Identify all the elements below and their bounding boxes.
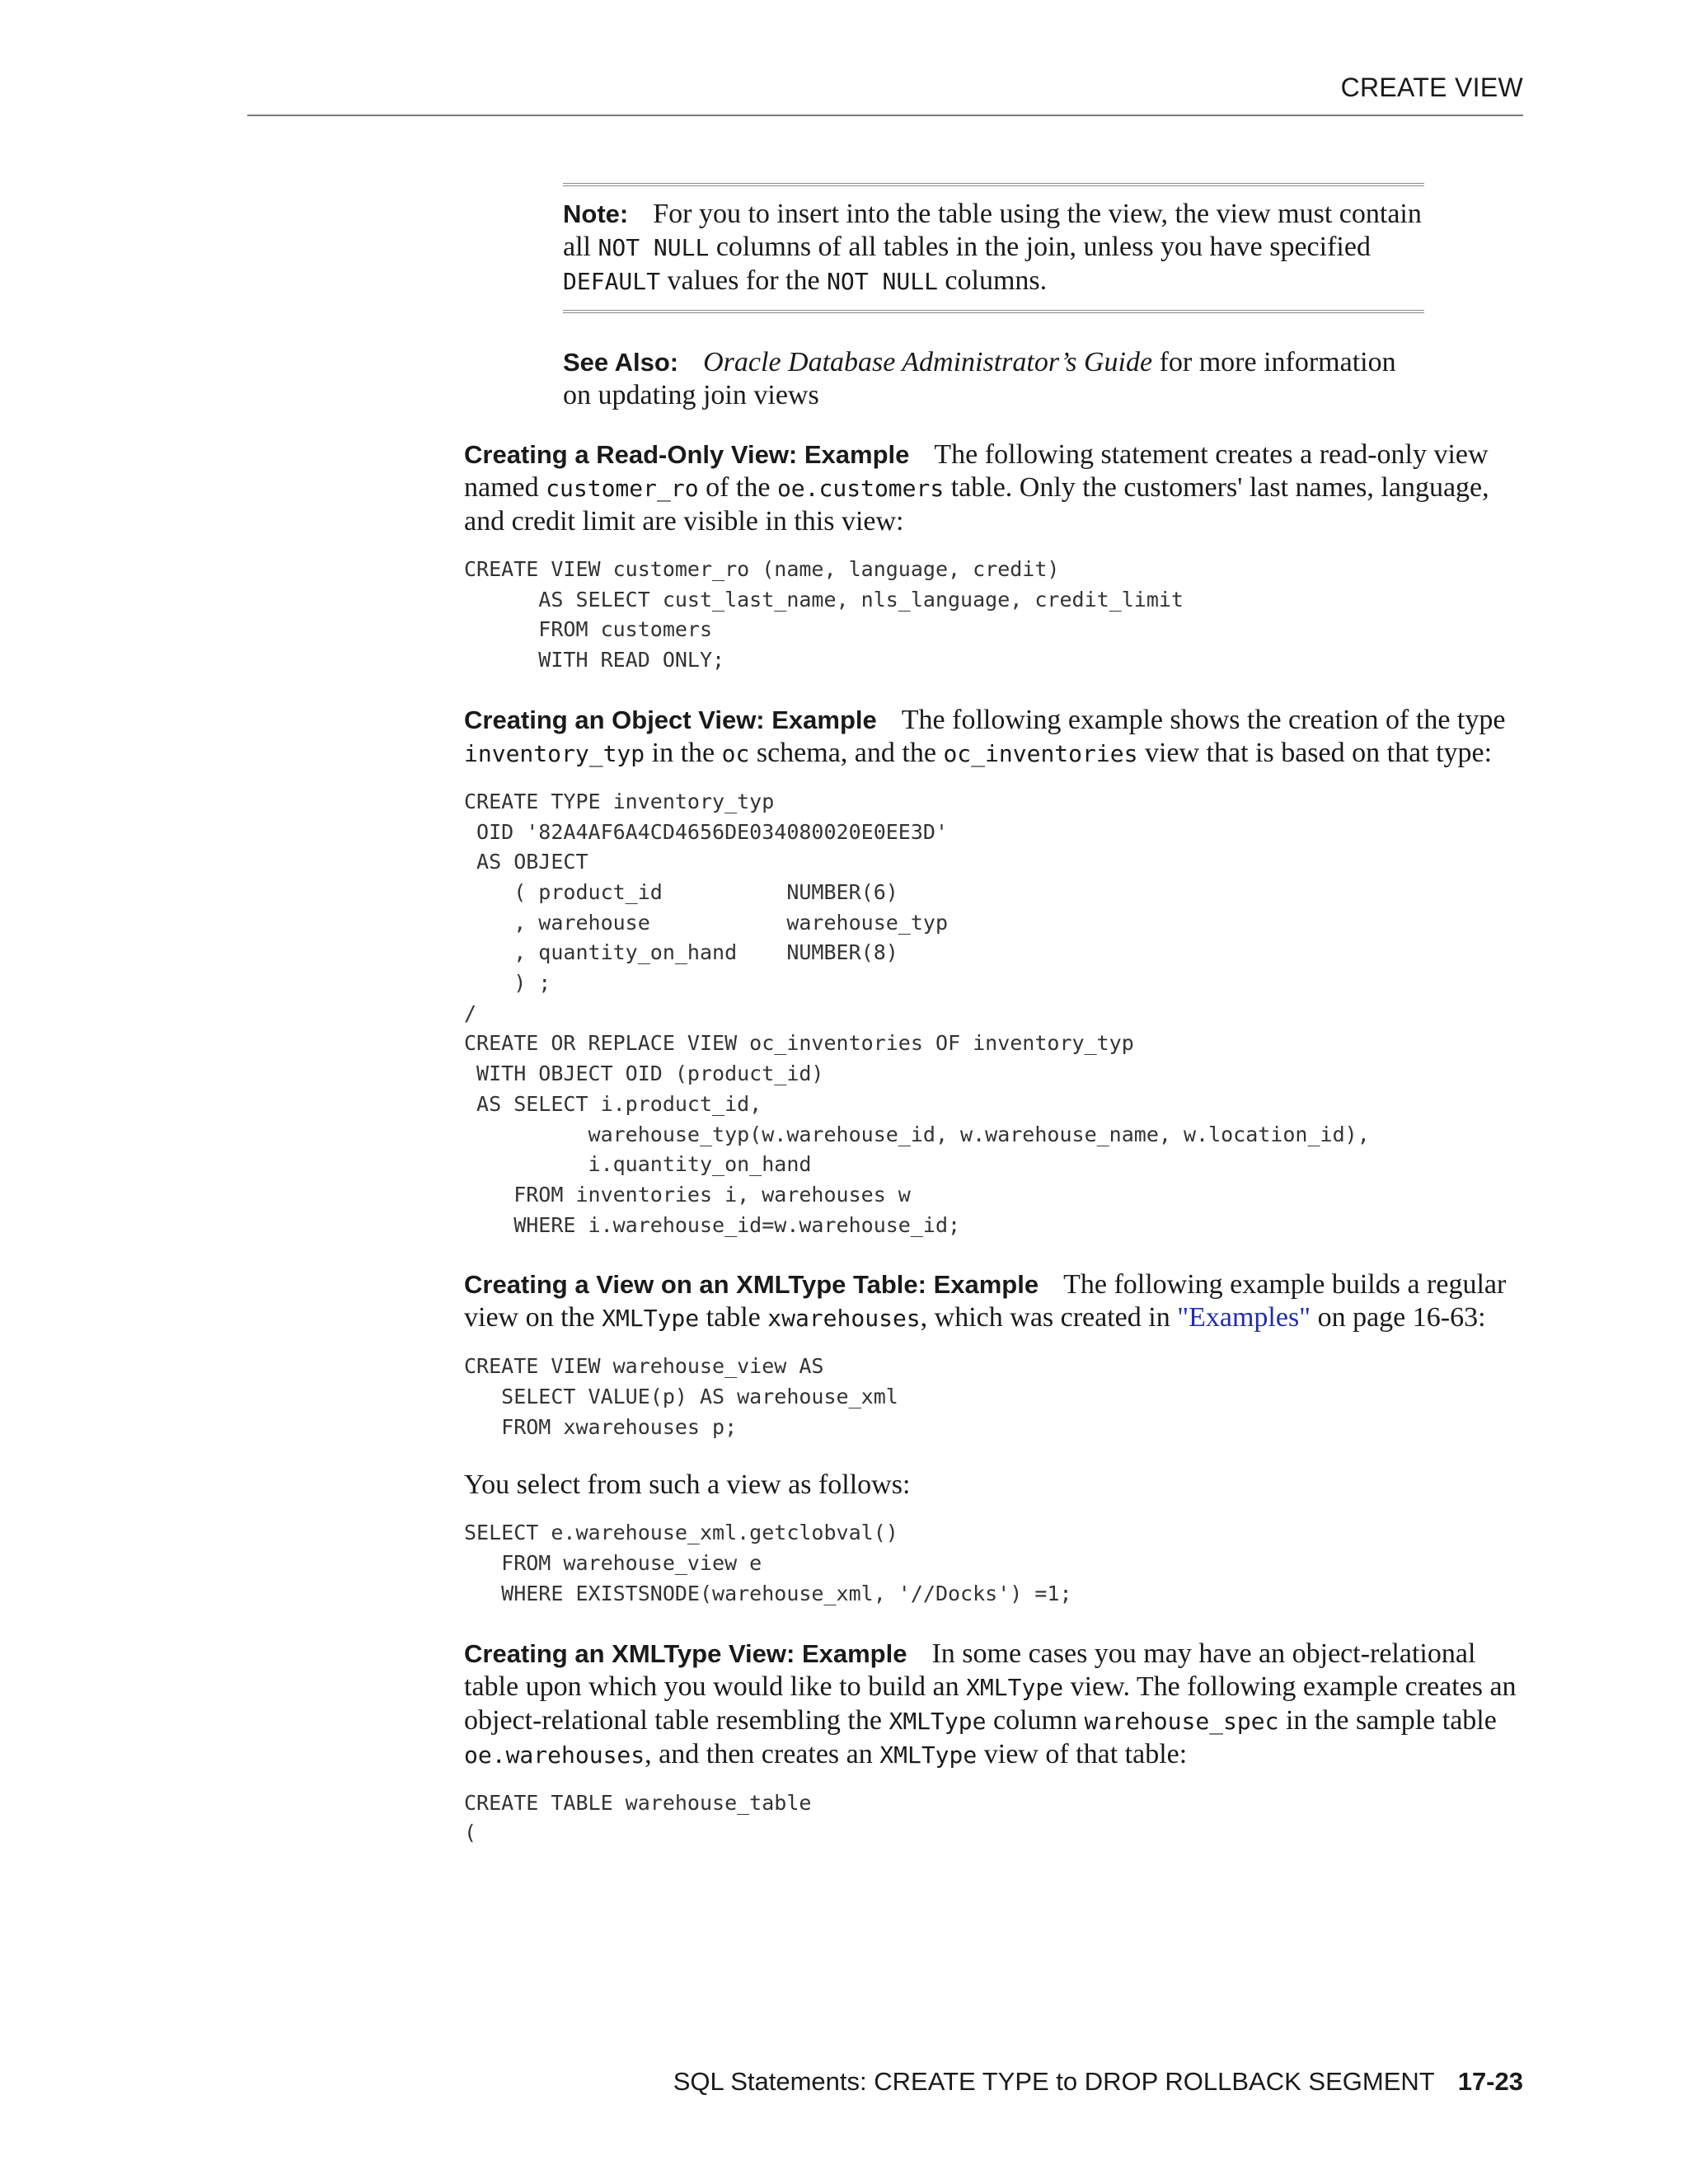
section-heading-xmltype-view: Creating an XMLType View: Example [464,1638,907,1668]
see-also-text: See Also: Oracle Database Administrator’s Guide for more information on updating join views [563,347,1396,410]
see-also-label: See Also: [563,348,679,377]
select-intro-text: You select from such a view as follows: [464,1469,911,1501]
code-block-readonly: CREATE VIEW customer_ro (name, language, credit) AS SELECT cust_last_name, nls_language, credit_limit FROM customers WITH READ ONLY; [464,557,1184,673]
header-rule [247,115,1523,116]
note-box [563,183,1424,313]
code-block-object-view: CREATE TYPE inventory_typ OID '82A4AF6A4CD4656DE034080020E0EE3D' AS OBJECT ( product_id NUMBER(6) , warehouse warehouse_typ , quantity_on_hand NUMBER(8) ) ; / CREATE OR REPLACE VIEW oc_inventories OF inventory_typ WITH OBJECT OID (product_id) AS SELECT i.product_id, warehouse_typ(w.warehouse_id, w.warehouse_name, w.location_id), i.quantity_on_hand FROM inventories i, warehouses w WHERE i.warehouse_id=w.warehouse_id; [464,789,1370,1237]
section-heading-object-view: Creating an Object View: Example [464,705,877,734]
section-readonly-intro: Creating a Read-Only View: Example The following statement creates a read-only view named customer_ro of the oe.customers table. Only the customers' last names, language, and credit limit are visible in this view: [464,439,1489,537]
code-block-xmltype-view-create: CREATE VIEW warehouse_view AS SELECT VALUE(p) AS warehouse_xml FROM xwarehouses p; [464,1354,898,1439]
footer-book-title: SQL Statements: CREATE TYPE to DROP ROLLBACK SEGMENT [673,2067,1435,2096]
section-xmltype-view-intro: Creating an XMLType View: Example In some cases you may have an object-relational table upon which you would like to build an XMLType view. The following example creates an object-relational table resembling the XMLType column warehouse_spec in the sample table oe.warehouses, and then creates an XMLType view of that table: [464,1638,1517,1769]
note-label: Note: [563,199,629,228]
see-also-book-title: Oracle Database Administrator’s Guide [703,347,1153,377]
page-footer [673,2067,1523,2097]
page-number: 17-23 [1457,2067,1523,2096]
main-content [464,183,1527,1849]
examples-link[interactable]: "Examples" [1177,1302,1311,1333]
section-xmltype-table-intro: Creating a View on an XMLType Table: Example The following example builds a regular view on the XMLType table xwarehouses, which was created in "Examples" on page 16-63: [464,1269,1507,1333]
code-block-create-table: CREATE TABLE warehouse_table ( [464,1790,812,1845]
note-text: Note: For you to insert into the table using the view, the view must contain all NOT NULL columns of all tables in the join, unless you have specified DEFAULT values for the NOT NULL columns. [563,199,1422,296]
section-object-view-intro: Creating an Object View: Example The following example shows the creation of the type inventory_typ in the oc schema, and the oc_inventories view that is based on that type: [464,704,1506,768]
code-block-xmltype-select: SELECT e.warehouse_xml.getclobval() FROM warehouse_view e WHERE EXISTSNODE(warehouse_xml, '//Docks') =1; [464,1521,1072,1605]
section-heading-xmltype-table: Creating a View on an XMLType Table: Example [464,1270,1039,1300]
see-also-block [563,346,1424,412]
page-header-title: CREATE VIEW [1340,73,1523,102]
section-heading-readonly: Creating a Read-Only View: Example [464,440,910,469]
